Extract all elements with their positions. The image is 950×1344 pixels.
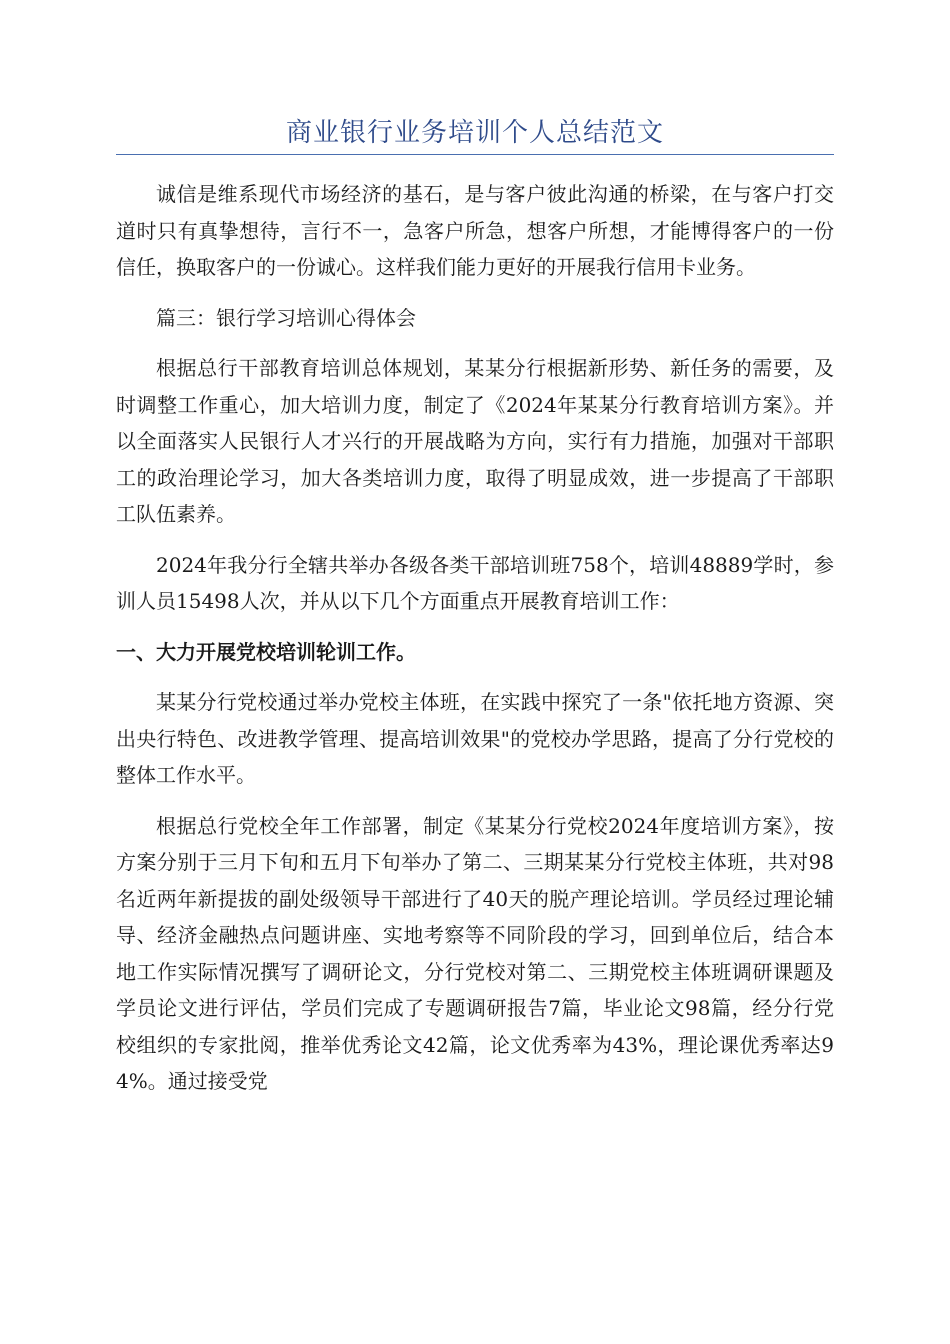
- paragraph-2: 根据总行干部教育培训总体规划，某某分行根据新形势、新任务的需要，及时调整工作重心，加大培训力度，制定了《2024年某某分行教育培训方案》。并以全面落实人民银行人才兴行的开展战略为方向，实行有力措施，加强对干部职工的政治理论学习，加大各类培训力度，取得了明显成效，进一步提高了干部职工队伍素养。: [116, 356, 834, 526]
- paragraph-5: 根据总行党校全年工作部署，制定《某某分行党校2024年度培训方案》，按方案分别于三月下旬和五月下旬举办了第二、三期某某分行党校主体班，共对98名近两年新提拔的副处级领导干部进行了40天的脱产理论培训。学员经过理论辅导、经济金融热点问题讲座、实地考察等不同阶段的学习，回到单位后，结合本地工作实际情况撰写了调研论文，分行党校对第二、三期党校主体班调研课题及学员论文进行评估，学员们完成了专题调研报告7篇，毕业论文98篇，经分行党校组织的专家批阅，推举优秀论文42篇，论文优秀率为43%，理论课优秀率达94%。通过接受党: [116, 813, 834, 1093]
- document-title: 商业银行业务培训个人总结范文: [285, 118, 664, 148]
- paragraph-3: 2024年我分行全辖共举办各级各类干部培训班758个，培训48889学时，参训人员15498人次，并从以下几个方面重点开展教育培训工作：: [116, 552, 834, 613]
- section-heading-1: 一、大力开展党校培训轮训工作。: [116, 639, 416, 664]
- section-label: 篇三：银行学习培训心得体会: [156, 305, 416, 330]
- paragraph-1: 诚信是维系现代市场经济的基石，是与客户彼此沟通的桥梁，在与客户打交道时只有真挚想待，言行不一，急客户所急，想客户所想，才能博得客户的一份信任，换取客户的一份诚心。这样我们能力更好的开展我行信用卡业务。: [116, 182, 834, 279]
- paragraph-4: 某某分行党校通过举办党校主体班，在实践中探究了一条"依托地方资源、突出央行特色、改进教学管理、提高培训效果"的党校办学思路，提高了分行党校的整体工作水平。: [116, 690, 834, 787]
- title-underline: [116, 154, 834, 155]
- document-body: [116, 176, 834, 1114]
